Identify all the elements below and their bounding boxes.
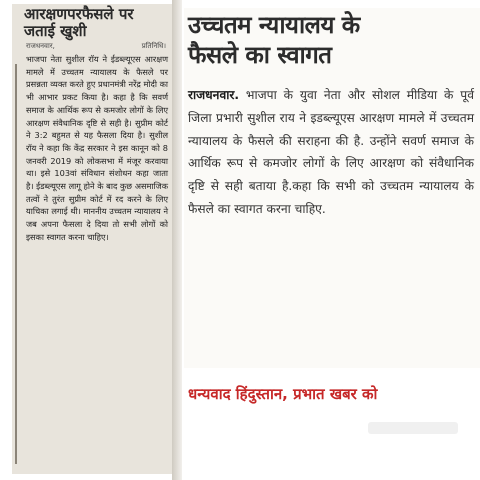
watermark-icon [368,420,458,436]
right-clipping-text: भाजपा के युवा नेता और सोशल मीडिया के पूर्व जिला प्रभारी सुशील राय ने इडब्ल्यूएस आरक्षण मामले में उच्चतम न्यायालय के फैसले की सराहना की है. उन्होंने सवर्ण समाज के आर्थिक रूप से कमजोर लोगों के लिए आरक्षण को संवैधानिक दृष्टि से सही बताया है.कहा कि सभी को उच्चतम न्यायालय के फैसले का स्वागत करना चाहिए. [188,88,475,216]
right-headline-line-2: फैसले का स्वागत [188,41,332,69]
right-clipping-place: राजधनवार. [188,88,239,102]
left-newspaper-clipping [12,4,173,474]
left-clipping-body: भाजपा नेता सुशील रॉय ने ईडब्ल्यूएस आरक्षण मामले में उच्चतम न्यायालय के फैसले पर प्रसन्नता व्यक्त करते हुए प्रधानमंत्री नरेंद्र मोदी का भी आभार प्रकट किया है। कहा है कि सवर्ण समाज के आर्थिक रूप से कमजोर लोगों के लिए आरक्षण संवैधानिक दृष्टि से सही है। सुप्रीम कोर्ट ने 3:2 बहुमत से यह फैसला दिया है। सुशील रॉय ने कहा कि केंद्र सरकार ने इस कानून को 8 जनवरी 2019 को लोकसभा में मंजूर करवाया था। इसे 103वां संविधान संशोधन कहा जाता है। ईडब्ल्यूएस लागू होने के बाद कुछ असमाजिक तत्वों ने तुरंत सुप्रीम कोर्ट में रद करने के लिए याचिका लगाई थी। माननीय उच्चतम न्यायालय ने जब अपना फैसला दे दिया तो सभी लोगों को इसका स्वागत करना चाहिए। [26,54,168,242]
column-divider [15,64,17,464]
left-clipping-source: प्रतिनिधि। [141,42,166,50]
left-clipping-place: राजधनवार, [26,42,55,50]
right-clipping-body [184,70,480,221]
left-clipping-byline [12,40,172,53]
right-clipping-headline [184,8,480,70]
right-headline-line-1: उच्चतम न्यायालय के [188,11,360,39]
right-newspaper-clipping [184,8,480,368]
page-gutter [172,0,182,480]
left-clipping-headline: आरक्षणपरफैसले पर जताई खुशी [24,5,134,40]
thanks-caption: धन्यवाद हिंदुस्तान, प्रभात खबर को [188,385,378,403]
